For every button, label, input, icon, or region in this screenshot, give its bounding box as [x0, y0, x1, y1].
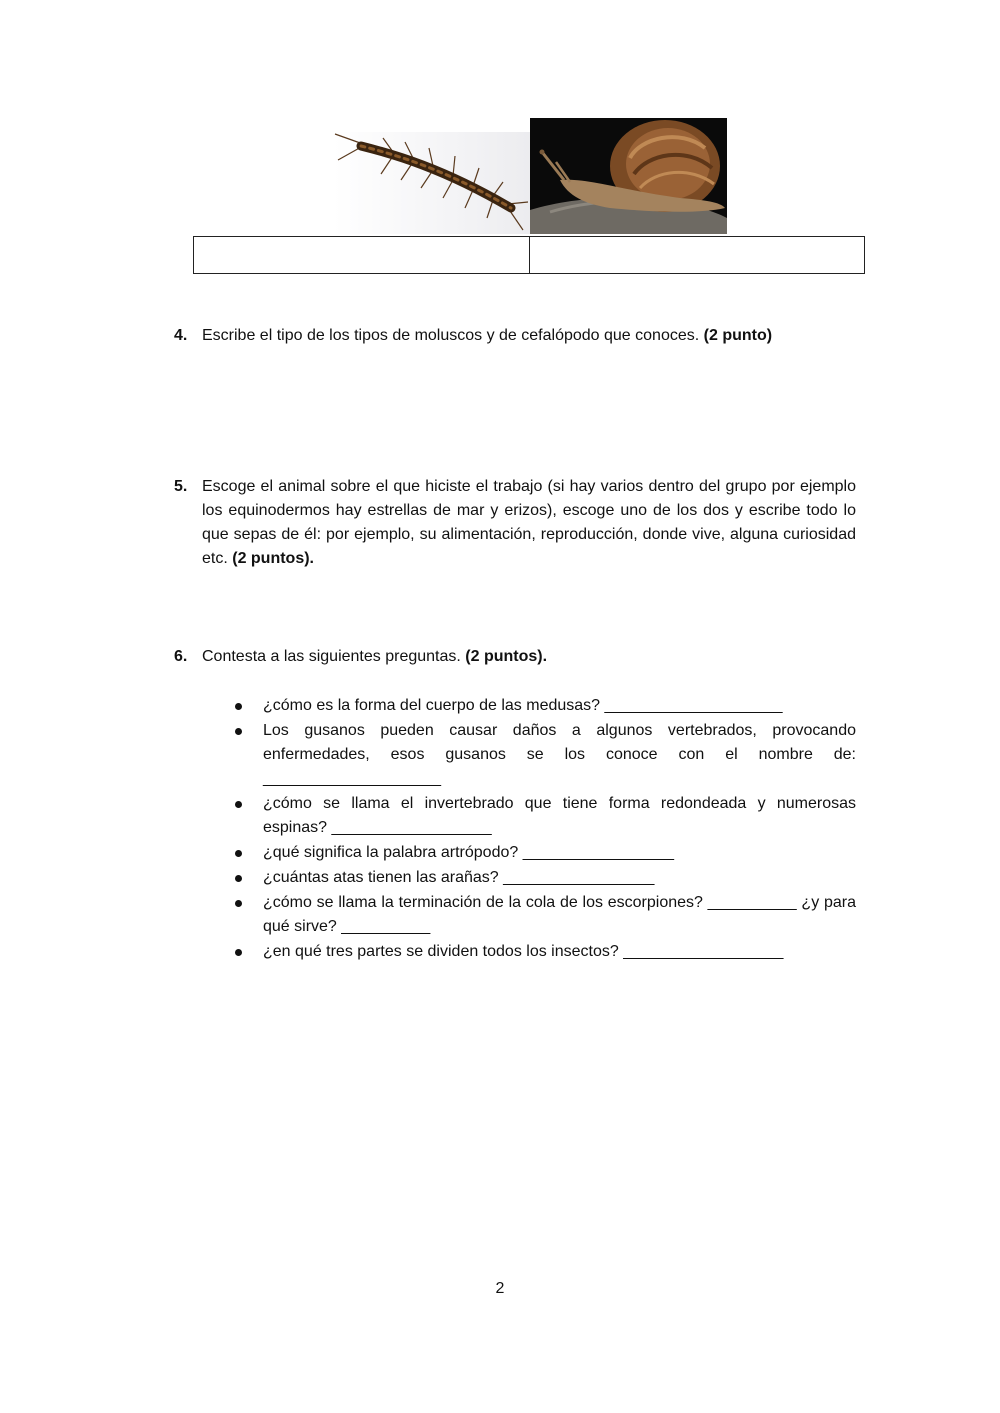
- question-points: (2 puntos).: [465, 648, 548, 665]
- question-6-list: [232, 694, 856, 965]
- question-6: [174, 645, 856, 669]
- bullet-icon: [235, 900, 242, 907]
- question-5: [174, 475, 856, 571]
- question-number: 4.: [174, 327, 188, 344]
- bullet-icon: [235, 801, 242, 808]
- bullet-icon: [235, 875, 242, 882]
- answer-table: [193, 236, 865, 274]
- question-number: 6.: [174, 648, 188, 665]
- bullet-icon: [235, 728, 242, 735]
- list-item: ¿cuántas atas tienen las arañas? _________________: [232, 866, 856, 890]
- bullet-icon: [235, 949, 242, 956]
- question-text: Contesta a las siguientes preguntas. (2 puntos).: [202, 648, 548, 665]
- question-text: Escribe el tipo de los tipos de moluscos y de cefalópodo que conoces. (2 punto): [202, 327, 773, 344]
- snail-image: [530, 118, 727, 234]
- answer-cell-centipede[interactable]: [194, 237, 530, 273]
- question-number: 5.: [174, 478, 188, 495]
- question-4: [174, 324, 856, 348]
- list-item: ¿en qué tres partes se dividen todos los insectos? __________________: [232, 940, 856, 964]
- page-number: 2: [495, 1280, 505, 1297]
- list-item: ¿cómo se llama el invertebrado que tiene forma redondeada y numerosas espinas? __________________: [232, 792, 856, 840]
- centipede-image: [333, 132, 530, 234]
- list-item: ¿cómo es la forma del cuerpo de las medusas? ____________________: [232, 694, 856, 718]
- list-item: ¿qué significa la palabra artrópodo? _________________: [232, 841, 856, 865]
- question-text: Escoge el animal sobre el que hiciste el trabajo (si hay varios dentro del grupo por ejemplo los equinodermos hay estrellas de mar y erizos), escoge uno de los dos y escribe todo lo que sepas de él: por ejemplo, su alimentación, reproducción, donde vive, alguna curiosidad etc. (2 puntos).: [202, 478, 856, 567]
- list-item: Los gusanos pueden causar daños a algunos vertebrados, provocando enfermedades, esos gusanos se los conoce con el nombre de: ____________________: [232, 719, 856, 791]
- bullet-icon: [235, 703, 242, 710]
- answer-cell-snail[interactable]: [530, 237, 865, 273]
- bullet-icon: [235, 850, 242, 857]
- list-item: ¿cómo se llama la terminación de la cola de los escorpiones? __________ ¿y para qué sirve? __________: [232, 891, 856, 939]
- question-points: (2 punto): [703, 327, 773, 344]
- question-points: (2 puntos).: [232, 550, 314, 567]
